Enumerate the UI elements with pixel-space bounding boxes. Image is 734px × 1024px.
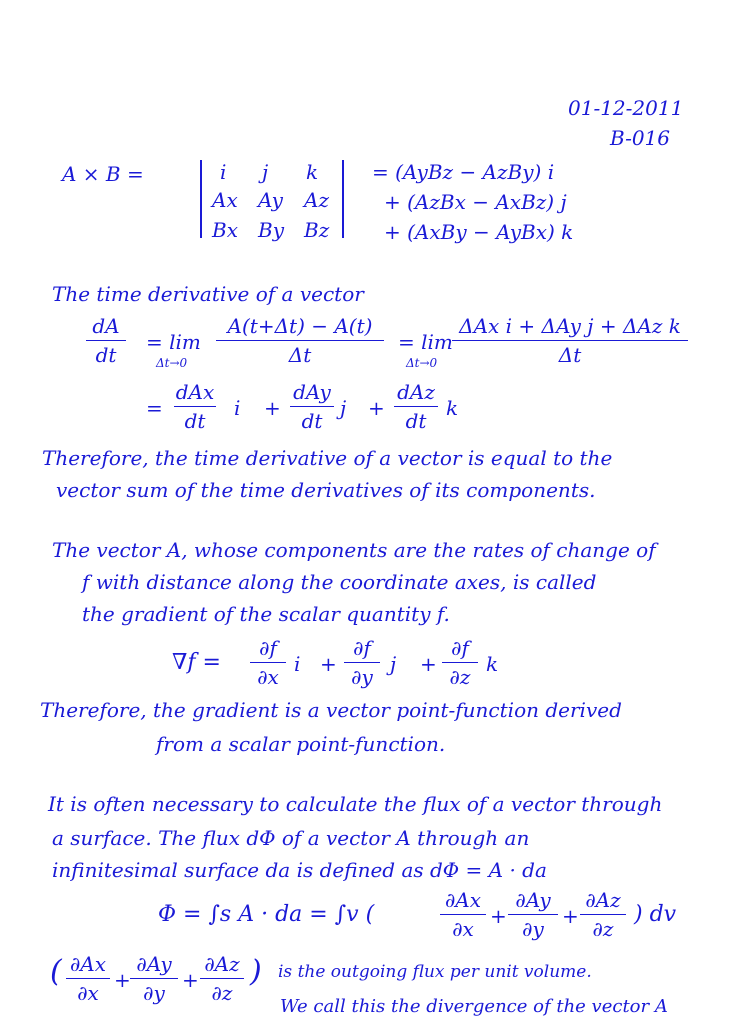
det-r3-c2: By [258,218,284,242]
limit-2-numerator: ΔAx i + ΔAy j + ΔAz k [459,314,681,338]
det-r1-c3: k [306,160,319,184]
determinant-left-bar [200,160,202,238]
df-dx-denominator: ∂x [257,665,279,689]
cross-result-1: = (AyBz − AzBy) i [372,160,555,184]
gradient-unit-k: k [486,652,499,676]
div-dAy-dy-fraction [130,952,178,1005]
divergence-close-paren: ) [250,954,262,989]
lim-1: = lim [146,330,201,354]
gradient-unit-j: j [390,652,397,676]
gradient-plus-2: + [420,652,437,676]
det-r1-c1: i [220,160,227,184]
df-dz-numerator: ∂f [451,636,469,660]
dA-dt-fraction [86,314,126,367]
dAy-dy-numerator: ∂Ay [515,888,551,912]
cross-result-2: + (AzBx − AxBz) j [384,190,567,214]
det-r1-c2: j [262,160,269,184]
deriv-unit-k: k [446,396,459,420]
dA-numerator: dA [92,314,120,338]
gradient-plus-1: + [320,652,337,676]
limit-1-denominator: Δt [288,343,312,367]
dAy-numerator: dAy [293,380,331,404]
determinant-right-bar [342,160,344,238]
gradient-line-1: The vector A, whose components are the rates of change of [52,538,656,562]
div-dAx-numerator: ∂Ax [69,952,107,976]
det-r3-c1: Bx [212,218,238,242]
flux-plus-1: + [490,904,507,928]
div-dAy-denominator: ∂y [143,981,165,1005]
df-dz-denominator: ∂z [449,665,471,689]
div-dAz-denominator: ∂z [211,981,233,1005]
flux-equation-rhs: ) dv [634,902,677,927]
limit-2-denominator: Δt [558,343,582,367]
det-r3-c3: Bz [304,218,330,242]
dAx-denominator: dt [184,409,206,433]
gradient-line-3: the gradient of the scalar quantity f. [82,602,450,626]
flux-line-2: a surface. The flux dΦ of a vector A through an [52,826,530,850]
derivative-conclusion-line-2: vector sum of the time derivatives of its components. [56,478,596,502]
df-dx-numerator: ∂f [259,636,277,660]
dAz-numerator: dAz [397,380,435,404]
div-plus-1: + [114,968,131,992]
dAx-dx-denominator: ∂x [452,917,474,941]
df-dy-fraction [344,636,380,689]
dAx-numerator: dAx [175,380,215,404]
date-label: 01-12-2011 [568,96,684,120]
dt-denominator: dt [95,343,117,367]
lim-2-subscript: Δt→0 [406,356,438,370]
divergence-definition-line: We call this the divergence of the vector A [280,996,668,1017]
lim-1-subscript: Δt→0 [156,356,188,370]
flux-line-3: infinitesimal surface da is defined as dΦ = A · da [52,858,547,882]
gradient-unit-i: i [294,652,301,676]
gradient-line-2: f with distance along the coordinate axes, is called [82,570,597,594]
deriv-plus-2: + [368,396,385,420]
dAy-dt-fraction [290,380,334,433]
df-dy-numerator: ∂f [353,636,371,660]
dAz-dz-denominator: ∂z [592,917,614,941]
derivative-conclusion-line-1: Therefore, the time derivative of a vector is equal to the [42,446,613,470]
deriv-plus-1: + [264,396,281,420]
div-dAy-numerator: ∂Ay [136,952,172,976]
limit-fraction-2 [452,314,688,367]
deriv-equals: = [146,396,163,420]
divergence-open-paren: ( [50,954,62,989]
div-dAz-dz-fraction [200,952,244,1005]
page-code: B-016 [610,126,670,150]
gradient-conclusion-line-2: from a scalar point-function. [156,732,446,756]
dAz-dz-fraction [580,888,626,941]
flux-equation-lhs: Φ = ∫s A · da = ∫v ( [158,902,375,927]
flux-plus-2: + [562,904,579,928]
lim-2: = lim [398,330,453,354]
cross-result-3: + (AxBy − AyBx) k [384,220,574,244]
outgoing-flux-description: is the outgoing flux per unit volume. [278,962,592,982]
dAz-dz-numerator: ∂Az [585,888,621,912]
div-dAx-denominator: ∂x [77,981,99,1005]
cross-lhs: A × B = [62,162,144,186]
derivative-heading: The time derivative of a vector [52,282,364,306]
dAx-dx-numerator: ∂Ax [444,888,482,912]
dAy-dy-fraction [508,888,558,941]
df-dz-fraction [442,636,478,689]
det-r2-c1: Ax [212,188,238,212]
nabla-f-lhs: ∇f = [172,650,221,675]
div-dAz-numerator: ∂Az [204,952,240,976]
gradient-conclusion-line-1: Therefore, the gradient is a vector point-function derived [40,698,622,722]
dAx-dt-fraction [174,380,216,433]
flux-line-1: It is often necessary to calculate the flux of a vector through [48,792,663,816]
df-dy-denominator: ∂y [351,665,373,689]
limit-1-numerator: A(t+Δt) − A(t) [227,314,373,338]
dAx-dx-fraction [440,888,486,941]
div-plus-2: + [182,968,199,992]
limit-fraction-1 [216,314,384,367]
dAy-dy-denominator: ∂y [522,917,544,941]
div-dAx-dx-fraction [66,952,110,1005]
dAy-denominator: dt [301,409,323,433]
dAz-denominator: dt [405,409,427,433]
deriv-unit-j: j [340,396,347,420]
df-dx-fraction [250,636,286,689]
det-r2-c3: Az [304,188,329,212]
deriv-unit-i: i [234,396,241,420]
det-r2-c2: Ay [258,188,283,212]
dAz-dt-fraction [394,380,438,433]
